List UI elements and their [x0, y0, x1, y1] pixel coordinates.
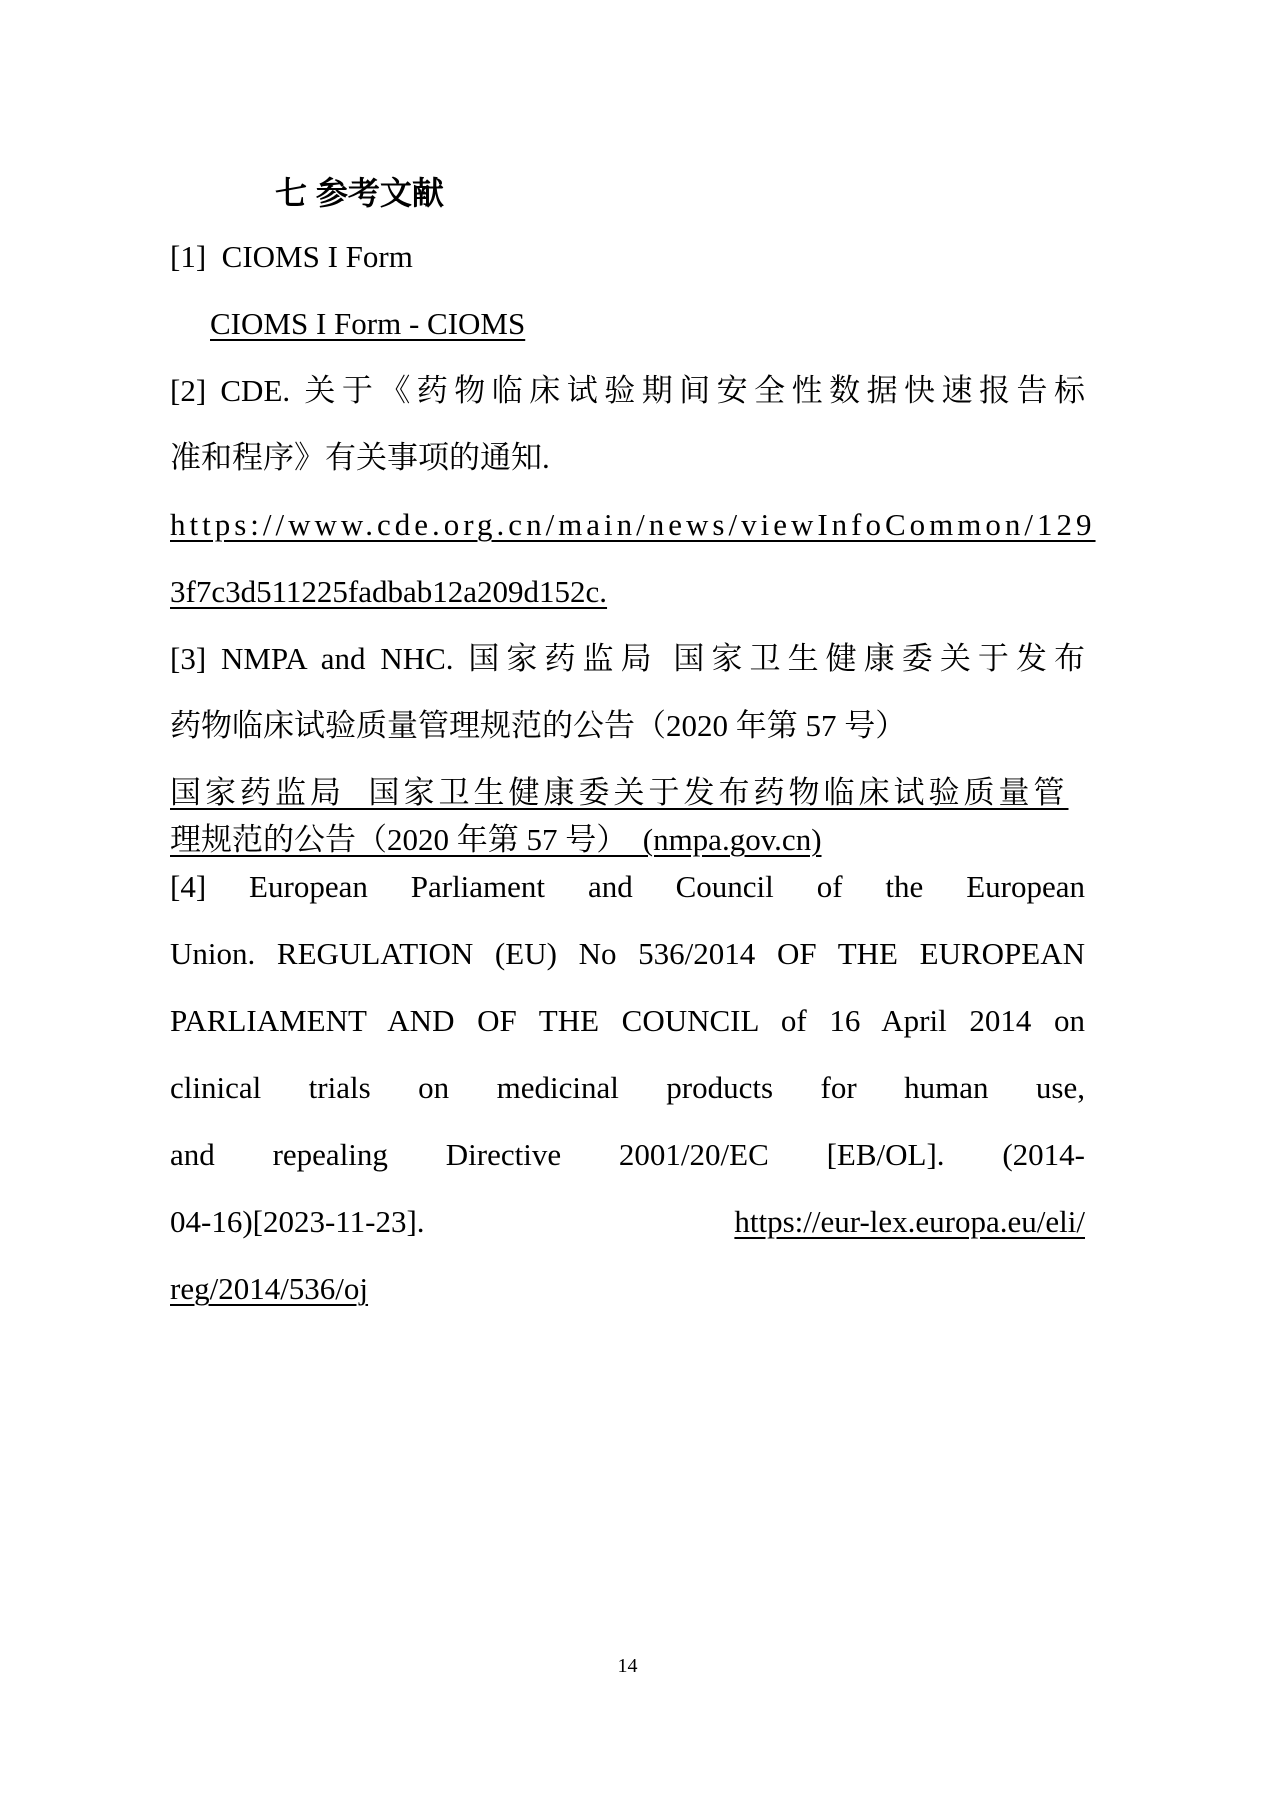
page-number: 14 [617, 1655, 638, 1677]
hyperlink-text[interactable]: 国家药监局 国家卫生健康委关于发布药物临床试验质量管 [170, 775, 1069, 810]
ref-4-url-line-2 [170, 1272, 1085, 1306]
text-segment: [3] NMPA and NHC. 国家药监局 国家卫生健康委关于发布 [170, 641, 1085, 676]
ref-4-line-4 [170, 1071, 1085, 1105]
ref-2-line-1 [170, 374, 1085, 408]
text-segment: Union. REGULATION (EU) No 536/2014 OF THE EUROPEAN [170, 936, 1085, 971]
hyperlink-text[interactable]: https://www.cde.org.cn/main/news/viewInfoCommon/129 [170, 507, 1096, 542]
text-segment: [4] European Parliament and Council of the European [170, 869, 1085, 904]
text-segment: [1] CIOMS I Form [170, 239, 413, 274]
ref-3-line-2 [170, 709, 1085, 743]
ref-1-line-1 [170, 240, 1085, 274]
ref-2-url-line-2 [170, 575, 1085, 609]
ref-2-url-line-1 [170, 507, 1096, 542]
ref-4-line-1 [170, 870, 1085, 904]
references-section [170, 173, 1096, 1339]
text-segment: [2] CDE. 关于《药物临床试验期间安全性数据快速报告标 [170, 373, 1085, 408]
text-segment: 药物临床试验质量管理规范的公告（2020 年第 57 号） [170, 708, 907, 743]
section-heading: 七 参考文献 [275, 175, 444, 211]
text-segment: 准和程序》有关事项的通知. [170, 440, 550, 475]
hyperlink-text[interactable]: 理规范的公告（2020 年第 57 号） (nmpa.gov.cn) [170, 822, 822, 857]
hyperlink-text[interactable]: CIOMS I Form - CIOMS [210, 306, 526, 341]
hyperlink-text[interactable]: reg/2014/536/oj [170, 1271, 369, 1306]
hyperlink-text[interactable]: https://eur-lex.europa.eu/eli/ [734, 1204, 1085, 1239]
ref-4-line-3 [170, 1004, 1085, 1038]
ref-4-line-5 [170, 1138, 1085, 1172]
hyperlink-text[interactable]: 3f7c3d511225fadbab12a209d152c. [170, 574, 608, 609]
text-segment: PARLIAMENT AND OF THE COUNCIL of 16 April 2014 on [170, 1003, 1085, 1038]
text-segment: clinical trials on medicinal products for human use, [170, 1070, 1085, 1105]
text-segment: 04-16)[2023-11-23]. [170, 1204, 735, 1239]
ref-2-line-2 [170, 441, 1085, 475]
ref-4-line-6 [170, 1205, 1085, 1239]
text-segment: and repealing Directive 2001/20/EC [EB/OL]. (2014- [170, 1137, 1085, 1172]
reference-lines [170, 239, 1096, 1306]
ref-1-link [170, 307, 1085, 341]
ref-4-line-2 [170, 937, 1085, 971]
ref-3-line-1 [170, 642, 1085, 676]
ref-3-link-line-2 [170, 823, 1085, 857]
ref-3-link-line-1 [170, 776, 1085, 810]
